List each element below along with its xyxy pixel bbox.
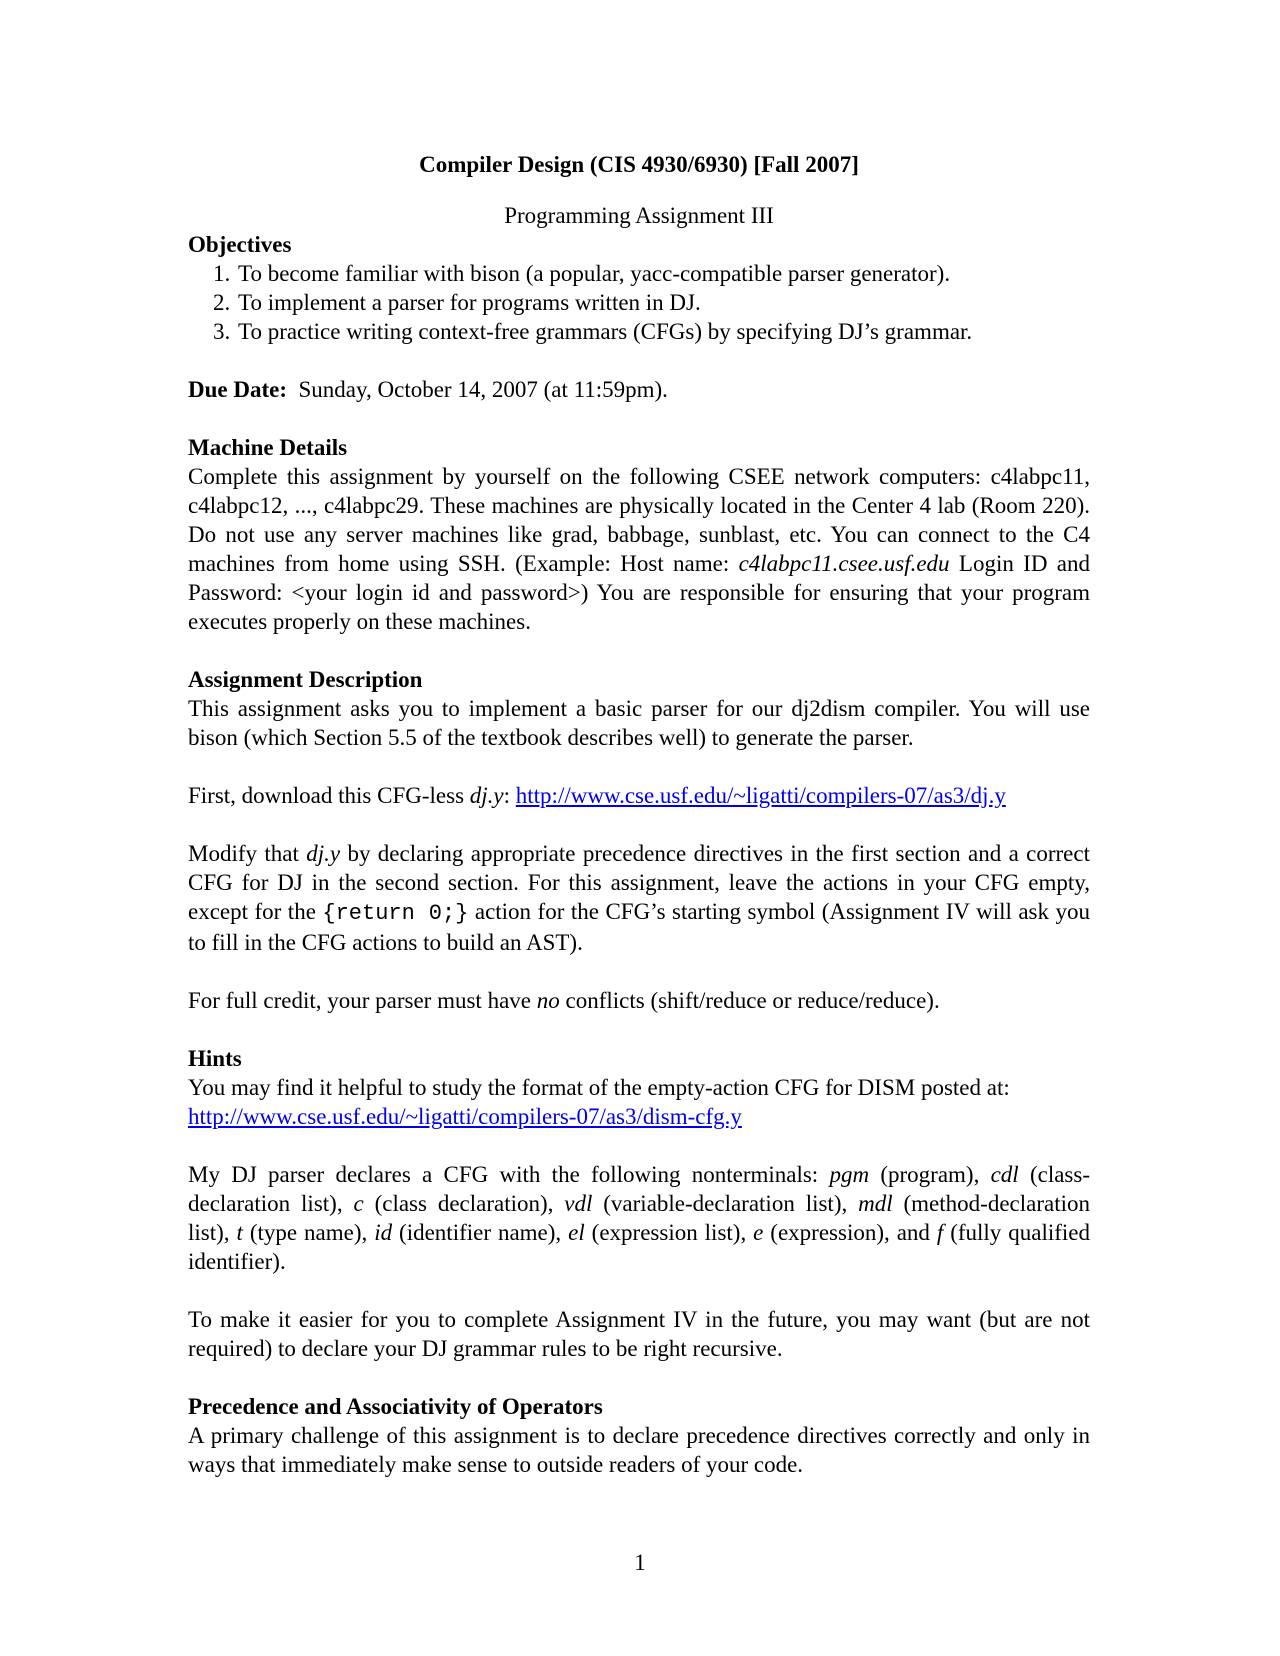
nonterminal-description: (variable-declaration list), — [592, 1191, 859, 1216]
credit-paragraph — [188, 986, 1090, 1015]
nonterminal-description: (class-declaration list), — [188, 1162, 1090, 1216]
hints-heading: Hints — [188, 1046, 242, 1071]
list-item: 3. To practice writing context-free grammars (CFGs) by specifying DJ’s grammar. — [236, 317, 1090, 346]
machine-text-part: Login ID and Password: <your login id and password>) You are responsible for ensuring that your program executes properly on these machines. — [188, 551, 1090, 634]
machine-text-part: Complete this assignment by yourself on the following CSEE network computers: c4labpc11, c4labpc12, ..., c4labpc29. These machines are physically located in the Center 4 lab (Room 220). Do not use any server machines like grad, babbage, sunblast, etc. You can connect to the C4 machines from home using SSH. (Example: Host name: — [188, 464, 1090, 576]
file-name: dj.y — [306, 841, 341, 866]
due-date-label: Due Date: — [188, 377, 287, 402]
nonterminal-name: mdl — [858, 1191, 893, 1216]
document-title: Compiler Design (CIS 4930/6930) [Fall 2007] — [419, 152, 859, 177]
code-snippet: {return 0;} — [322, 901, 469, 926]
nonterminal-description: (class declaration), — [363, 1191, 565, 1216]
list-item: 1. To become familiar with bison (a popular, yacc-compatible parser generator). — [236, 259, 1090, 288]
download-paragraph — [188, 781, 1090, 810]
machine-details-text — [188, 462, 1090, 636]
nonterminal-name: f — [936, 1220, 944, 1245]
nonterminal-description: (identifier name), — [392, 1220, 569, 1245]
nonterminal-description: (fully qualified identifier). — [188, 1220, 1090, 1274]
modify-text: action for the CFG’s starting symbol (Assignment IV will ask you to fill in the CFG actions to build an AST). — [188, 899, 1090, 955]
objectives-heading: Objectives — [188, 232, 292, 257]
document-subtitle: Programming Assignment III — [504, 203, 774, 228]
dism-cfg-link[interactable]: http://www.cse.usf.edu/~ligatti/compilers-07/as3/dism-cfg.y — [188, 1104, 742, 1129]
modify-text: by declaring appropriate precedence directives in the first section and a correct CFG for DJ in the second section. For this assignment, leave the actions in your CFG empty, except for the — [188, 841, 1090, 924]
download-text: First, download this CFG-less — [188, 783, 470, 808]
nonterminal-name: c — [353, 1191, 364, 1216]
dj-y-link[interactable]: http://www.cse.usf.edu/~ligatti/compilers-07/as3/dj.y — [515, 783, 1006, 808]
nonterminal-description: (expression list), — [584, 1220, 754, 1245]
document-page — [188, 150, 1090, 1479]
objectives-list — [188, 259, 1090, 346]
nonterminal-description: My DJ parser declares a CFG with the following nonterminals: — [188, 1162, 830, 1187]
description-paragraph: This assignment asks you to implement a basic parser for our dj2dism compiler. You will use bison (which Section 5.5 of the textbook describes well) to generate the parser. — [188, 696, 1090, 750]
nonterminal-name: pgm — [829, 1162, 870, 1187]
file-name: dj.y — [469, 783, 504, 808]
nonterminal-description: (method-declaration list), — [188, 1191, 1090, 1245]
machine-details-heading: Machine Details — [188, 435, 348, 460]
precedence-paragraph: A primary challenge of this assignment is to declare precedence directives correctly and only in ways that immediately make sense to outside readers of your code. — [188, 1423, 1090, 1477]
nonterminal-name: t — [236, 1220, 243, 1245]
download-text: : — [503, 783, 516, 808]
credit-text: For full credit, your parser must have — [188, 988, 537, 1013]
nonterminal-description: (type name), — [242, 1220, 375, 1245]
nonterminal-name: cdl — [990, 1162, 1019, 1187]
hints-text: You may find it helpful to study the format of the empty-action CFG for DISM posted at: — [188, 1075, 1010, 1100]
nonterminal-name: el — [568, 1220, 585, 1245]
nonterminal-description: (expression), and — [763, 1220, 937, 1245]
nonterminal-name: id — [374, 1220, 393, 1245]
nonterminal-description: (program), — [869, 1162, 991, 1187]
modify-paragraph — [188, 839, 1090, 957]
modify-text: Modify that — [188, 841, 307, 866]
page-number: 1 — [634, 1550, 646, 1575]
host-name: c4labpc11.csee.usf.edu — [738, 551, 950, 576]
credit-text: conflicts (shift/reduce or reduce/reduce). — [559, 988, 940, 1013]
nonterminals-paragraph — [188, 1160, 1090, 1276]
recursion-paragraph: To make it easier for you to complete Assignment IV in the future, you may want (but are not required) to declare your DJ grammar rules to be right recursive. — [188, 1307, 1090, 1361]
nonterminal-name: vdl — [564, 1191, 593, 1216]
hints-paragraph — [188, 1073, 1090, 1131]
emphasis: no — [536, 988, 560, 1013]
assignment-description-heading: Assignment Description — [188, 667, 423, 692]
due-date — [188, 375, 1090, 404]
due-date-value: Sunday, October 14, 2007 (at 11:59pm). — [298, 377, 668, 402]
nonterminal-name: e — [753, 1220, 764, 1245]
list-item: 2. To implement a parser for programs written in DJ. — [236, 288, 1090, 317]
precedence-heading: Precedence and Associativity of Operators — [188, 1394, 603, 1419]
